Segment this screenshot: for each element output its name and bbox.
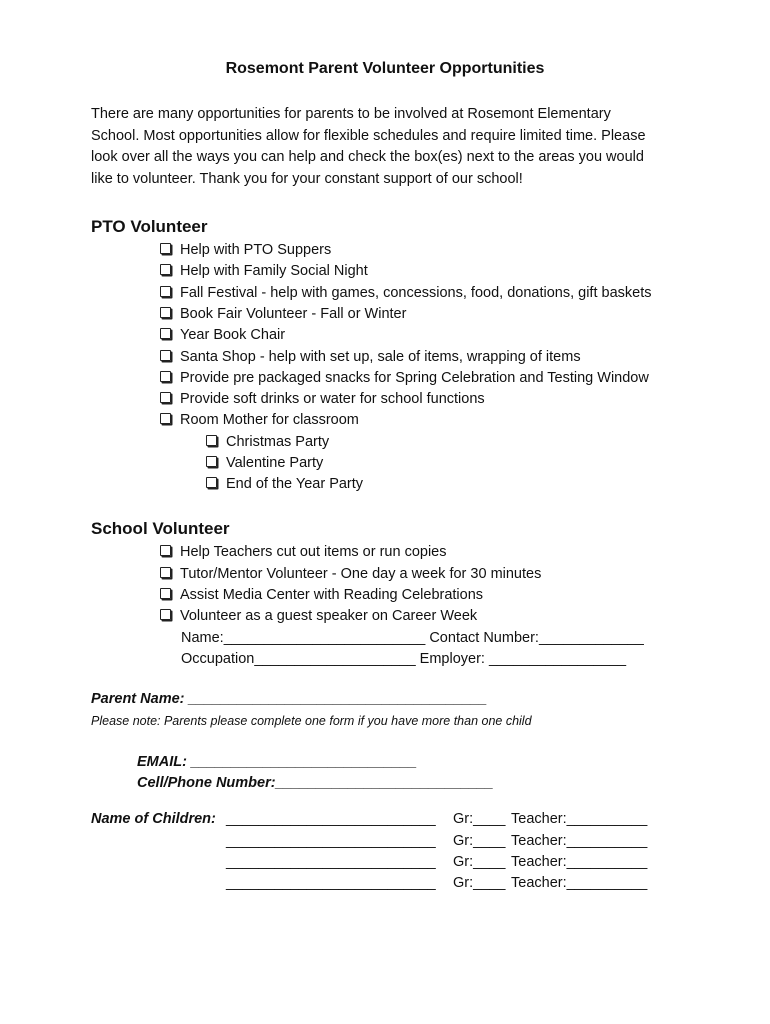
pto-item[interactable] bbox=[160, 284, 651, 302]
checkbox-icon[interactable] bbox=[160, 307, 171, 318]
intro-line: like to volunteer. Thank you for your constant support of our school! bbox=[91, 170, 523, 187]
checkbox-icon[interactable] bbox=[160, 588, 171, 599]
checkbox-icon[interactable] bbox=[160, 392, 171, 403]
parent-note: Please note: Parents please complete one form if you have more than one child bbox=[91, 714, 532, 728]
parent-name-field[interactable]: Parent Name: _____________________________________ bbox=[91, 691, 487, 707]
pto-item-label: Fall Festival - help with games, concessions, food, donations, gift baskets bbox=[180, 285, 652, 301]
checkbox-icon[interactable] bbox=[160, 328, 171, 339]
school-item[interactable] bbox=[160, 586, 483, 604]
child-grade-field[interactable]: Gr:____ bbox=[453, 854, 506, 870]
speaker-name-line[interactable]: Name:_________________________ Contact Number:_____________ bbox=[181, 630, 644, 646]
pto-item-label: Room Mother for classroom bbox=[180, 412, 359, 428]
phone-field[interactable]: Cell/Phone Number:___________________________ bbox=[137, 775, 494, 791]
pto-item[interactable] bbox=[160, 390, 485, 408]
pto-item-label: Help with Family Social Night bbox=[180, 263, 368, 279]
pto-subitem-label: Valentine Party bbox=[226, 455, 324, 471]
pto-item-label: Help with PTO Suppers bbox=[180, 242, 332, 258]
school-item-label: Volunteer as a guest speaker on Career Week bbox=[180, 608, 478, 624]
school-item[interactable] bbox=[160, 607, 477, 625]
pto-item-label: Book Fair Volunteer - Fall or Winter bbox=[180, 306, 407, 322]
checkbox-icon[interactable] bbox=[160, 350, 171, 361]
school-heading: School Volunteer bbox=[91, 519, 230, 538]
intro-paragraph bbox=[91, 104, 681, 190]
checkbox-icon[interactable] bbox=[160, 371, 171, 382]
checkbox-icon[interactable] bbox=[160, 243, 171, 254]
school-item-label: Help Teachers cut out items or run copies bbox=[180, 544, 447, 560]
pto-item[interactable] bbox=[160, 411, 359, 429]
checkbox-icon[interactable] bbox=[206, 477, 217, 488]
pto-item[interactable] bbox=[160, 348, 581, 366]
child-teacher-field[interactable]: Teacher:__________ bbox=[511, 854, 648, 870]
checkbox-icon[interactable] bbox=[160, 545, 171, 556]
child-name-field[interactable]: __________________________ bbox=[226, 854, 436, 870]
pto-item[interactable] bbox=[160, 369, 649, 387]
pto-item[interactable] bbox=[160, 305, 406, 323]
pto-subitem[interactable] bbox=[206, 454, 323, 472]
child-teacher-field[interactable]: Teacher:__________ bbox=[511, 811, 648, 827]
pto-subitem-label: End of the Year Party bbox=[226, 476, 364, 492]
pto-subitem[interactable] bbox=[206, 433, 329, 451]
pto-item-label: Provide soft drinks or water for school functions bbox=[180, 391, 485, 407]
pto-item[interactable] bbox=[160, 262, 368, 280]
checkbox-icon[interactable] bbox=[206, 456, 217, 467]
pto-item[interactable] bbox=[160, 326, 285, 344]
school-item[interactable] bbox=[160, 543, 447, 561]
checkbox-icon[interactable] bbox=[160, 609, 171, 620]
checkbox-icon[interactable] bbox=[160, 264, 171, 275]
child-teacher-field[interactable]: Teacher:__________ bbox=[511, 833, 648, 849]
child-name-field[interactable]: __________________________ bbox=[226, 875, 436, 891]
child-grade-field[interactable]: Gr:____ bbox=[453, 811, 506, 827]
pto-item[interactable] bbox=[160, 241, 331, 259]
pto-heading: PTO Volunteer bbox=[91, 217, 208, 236]
child-name-field[interactable]: __________________________ bbox=[226, 811, 436, 827]
pto-item-label: Year Book Chair bbox=[180, 327, 286, 343]
checkbox-icon[interactable] bbox=[206, 435, 217, 446]
school-item-label: Assist Media Center with Reading Celebrations bbox=[180, 587, 484, 603]
child-teacher-field[interactable]: Teacher:__________ bbox=[511, 875, 648, 891]
school-item[interactable] bbox=[160, 565, 541, 583]
child-grade-field[interactable]: Gr:____ bbox=[453, 833, 506, 849]
intro-line: There are many opportunities for parents to be involved at Rosemont Elementary bbox=[91, 106, 611, 122]
pto-subitem-label: Christmas Party bbox=[226, 434, 330, 450]
pto-item-label: Santa Shop - help with set up, sale of items, wrapping of items bbox=[180, 349, 581, 365]
speaker-occupation-line[interactable]: Occupation____________________ Employer: _________________ bbox=[181, 651, 627, 667]
checkbox-icon[interactable] bbox=[160, 567, 171, 578]
child-name-field[interactable]: __________________________ bbox=[226, 833, 436, 849]
intro-line: School. Most opportunities allow for flexible schedules and require limited time. Please bbox=[91, 127, 646, 144]
checkbox-icon[interactable] bbox=[160, 413, 171, 424]
page-title: Rosemont Parent Volunteer Opportunities bbox=[225, 60, 545, 77]
pto-item-label: Provide pre packaged snacks for Spring Celebration and Testing Window bbox=[180, 370, 649, 386]
checkbox-icon[interactable] bbox=[160, 286, 171, 297]
school-item-label: Tutor/Mentor Volunteer - One day a week for 30 minutes bbox=[180, 566, 542, 582]
child-grade-field[interactable]: Gr:____ bbox=[453, 875, 506, 891]
intro-line: look over all the ways you can help and check the box(es) next to the areas you would bbox=[91, 149, 644, 165]
children-label: Name of Children: bbox=[91, 811, 216, 827]
pto-subitem[interactable] bbox=[206, 475, 363, 493]
email-field[interactable]: EMAIL: ____________________________ bbox=[137, 754, 417, 770]
